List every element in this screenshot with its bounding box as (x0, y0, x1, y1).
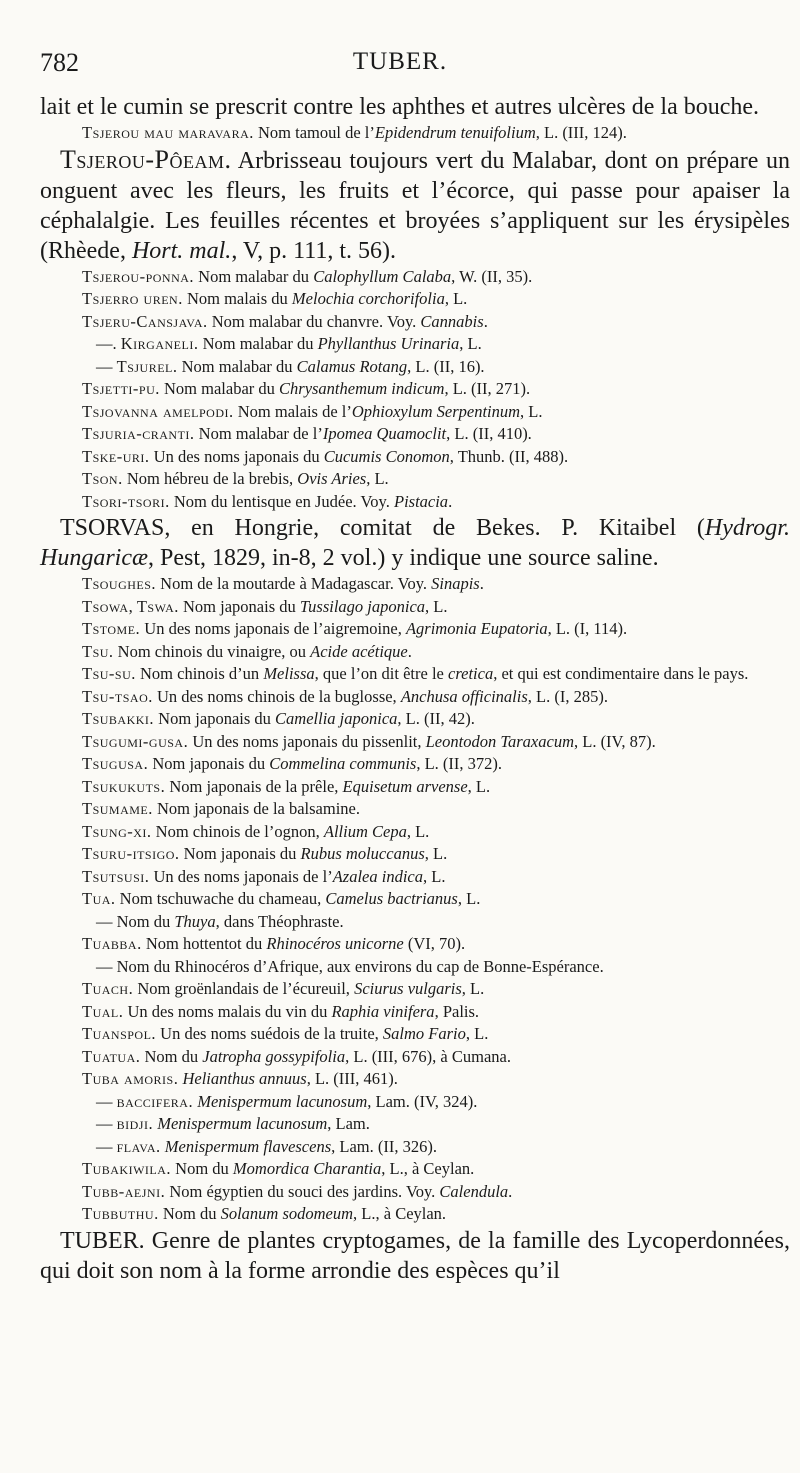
entry-text: , V, p. 111, t. 56). (231, 237, 396, 264)
entry-text: Nom malais du (182, 289, 292, 308)
page-number: 782 (40, 48, 79, 77)
entry-italic-text: Epidendrum tenuifolium (374, 123, 536, 142)
entry-text: , L. (425, 596, 448, 616)
entry-headword: Tuatua. (82, 1046, 141, 1066)
entry-text: TUBER. Genre de plantes cryptogames, de la famille des Lycoperdonnées, qui doit son nom à la forme arrondie des espèces qu’il (40, 1227, 790, 1284)
entry-text: , L. (IV, 87). (573, 731, 656, 751)
entry-italic-text: Rubus moluccanus (300, 844, 425, 863)
entry-headword: Tsori-tsori. (82, 491, 170, 511)
entry-text: Nom de la moutarde à Madagascar. Voy. (156, 574, 432, 593)
dictionary-entry (40, 663, 790, 686)
entry-headword: Tsjerou-ponna. (82, 266, 195, 286)
entry-italic-text: Jatropha gossypifolia (202, 1046, 346, 1066)
entry-headword: Tsowa (82, 596, 129, 616)
entry-italic-text: Sciurus vulgaris (354, 979, 462, 998)
entry-text: —. (96, 334, 121, 353)
entry-text: , L. (I, 285). (527, 686, 608, 706)
dictionary-entry (40, 288, 790, 311)
dictionary-entry (40, 641, 790, 664)
entry-italic-text: Thuya (174, 911, 216, 931)
entry-text: , L. (406, 821, 430, 841)
entry-text: Nom malabar du (177, 356, 297, 376)
entry-text: Un des noms malais du vin du (123, 1001, 332, 1021)
entry-headword: Tswa. (136, 596, 179, 616)
dictionary-entry (40, 468, 790, 491)
entry-headword: Tsu-tsao. (82, 686, 153, 706)
entry-text: , L., à Ceylan. (381, 1159, 475, 1178)
entry-text: , L. (459, 334, 482, 353)
entry-text: Nom japonais du (178, 596, 300, 616)
entry-text: , Lam. (IV, 324). (367, 1091, 478, 1111)
entry-text: Nom malabar du (198, 334, 318, 353)
entry-text: . (483, 311, 488, 331)
dictionary-entry (40, 888, 790, 911)
entry-text: — (96, 1114, 117, 1133)
entry-headword: Tsubakki. (82, 709, 155, 728)
entry-text: , L. (II, 372). (416, 754, 503, 773)
entry-text: , L. (444, 289, 468, 308)
entry-text: , (128, 596, 137, 616)
entry-italic-text: Ovis Aries (297, 469, 367, 488)
entry-headword: Tsjerro uren. (82, 289, 183, 308)
entry-text: , Pest, 1829, in-8, 2 vol.) y indique une source saline. (148, 545, 659, 571)
entry-headword: Tubb-aejni. (82, 1181, 166, 1201)
dictionary-entry (40, 92, 790, 122)
entry-italic-text: Equisetum arvense (342, 776, 468, 796)
dictionary-entry (40, 1203, 790, 1226)
entry-text: Nom malabar de l’ (194, 424, 323, 443)
entry-italic-text: Menispermum flavescens (164, 1136, 332, 1156)
entry-headword: Tsjetti-pu. (82, 379, 160, 398)
dictionary-entry (40, 686, 790, 709)
entry-italic-text: Camelus bactrianus (325, 889, 458, 908)
entry-headword: Tuba amoris. (82, 1069, 179, 1088)
entry-italic-text: Allium Cepa (323, 821, 407, 841)
dictionary-entry (40, 491, 790, 514)
entry-italic-text: Menispermum lacunosum (197, 1091, 368, 1111)
entry-text: , L. (467, 776, 491, 796)
entry-text: , L. (465, 1024, 489, 1043)
entry-text: , et qui est condimentaire dans le pays. (493, 664, 749, 683)
entry-text: , L. (II, 16). (407, 356, 485, 376)
entry-italic-text: Cucumis Conomon (323, 446, 450, 466)
entry-headword: flava. (116, 1136, 161, 1156)
entry-headword: Tubakiwila. (82, 1159, 172, 1178)
entry-headword: Tsoughes. (82, 574, 157, 593)
page-header (40, 48, 760, 88)
entry-text: Un des noms japonais de l’aigremoine, (140, 619, 406, 638)
entry-italic-text: Momordica Charantia (232, 1159, 382, 1178)
entry-text: Nom japonais du (154, 709, 276, 728)
entry-italic-text: Phyllanthus Urinaria (317, 334, 460, 353)
dictionary-entry (40, 731, 790, 754)
entry-text: , L. (424, 844, 448, 863)
entry-text: Nom hébreu de la brebis, (122, 469, 298, 488)
entry-italic-text: Commelina communis (269, 754, 417, 773)
entry-text: Un des noms japonais du (149, 446, 324, 466)
entry-text: TSORVAS, en Hongrie, comitat de Bekes. P. Kitaibel ( (60, 515, 705, 541)
entry-text: . (479, 574, 484, 593)
dictionary-entry (40, 333, 790, 356)
dictionary-entry (40, 843, 790, 866)
entry-headword: Tsukukuts. (82, 776, 166, 796)
dictionary-entry (40, 708, 790, 731)
entry-text: — (96, 1091, 117, 1111)
dictionary-entry (40, 266, 790, 289)
entry-text: Un des noms chinois de la buglosse, (152, 686, 401, 706)
entry-italic-text: Raphia vinifera (331, 1001, 435, 1021)
dictionary-entry (40, 513, 790, 573)
entry-headword: Tubbuthu. (82, 1204, 159, 1223)
entry-italic-text: Solanum sodomeum (220, 1204, 354, 1223)
entry-text: Un des noms japonais de l’ (149, 866, 333, 886)
entry-italic-text: Calamus Rotang (296, 356, 408, 376)
dictionary-entry (40, 1113, 790, 1136)
entry-headword: Tsjuria-cranti. (82, 424, 195, 443)
entry-text: Un des noms japonais du pissenlit, (188, 731, 426, 751)
entry-text: , W. (II, 35). (451, 266, 533, 286)
entry-italic-text: Tussilago japonica (299, 596, 426, 616)
entry-italic-text: Agrimonia Eupatoria (405, 619, 548, 638)
entry-text: , L. (II, 271). (444, 379, 531, 398)
entry-text: , L. (520, 401, 543, 421)
entry-headword: Tual. (82, 1001, 124, 1021)
dictionary-entry (40, 1023, 790, 1046)
dictionary-entry (40, 122, 790, 145)
entry-text: , que l’on dit être le (314, 664, 448, 683)
entry-text: Nom chinois d’un (135, 664, 264, 683)
entry-text: , L., à Ceylan. (353, 1204, 447, 1223)
dictionary-entry (40, 753, 790, 776)
entry-italic-text: Salmo Fario (382, 1024, 466, 1043)
entry-text: Nom chinois de l’ognon, (151, 821, 324, 841)
entry-text: , L. (461, 979, 485, 998)
entry-headword: Tsuru-itsigo. (82, 844, 180, 863)
entry-headword: Tsumame. (82, 799, 153, 818)
entry-text: Nom groënlandais de l’écureuil, (133, 979, 355, 998)
entry-text: Nom égyptien du souci des jardins. Voy. (165, 1181, 440, 1201)
entry-headword: Tsugumi-gusa. (82, 731, 189, 751)
entry-headword: Tsung-xi. (82, 821, 152, 841)
entry-headword: Tua. (82, 889, 116, 908)
dictionary-entry (40, 1181, 790, 1204)
entry-headword: baccifera. (116, 1091, 194, 1111)
entry-italic-text: Melissa (263, 664, 315, 683)
running-title: TUBER. (352, 48, 448, 75)
dictionary-entry (40, 956, 790, 979)
entry-text: Nom japonais du (148, 754, 270, 773)
entry-headword: Tsu-su. (82, 664, 136, 683)
entries-column (40, 92, 790, 1286)
entry-text: , L. (III, 676), à Cumana. (345, 1046, 511, 1066)
entry-text: , Thunb. (II, 488). (449, 446, 569, 466)
entry-italic-text: cretica (448, 664, 494, 683)
entry-text: Nom malais de l’ (233, 401, 352, 421)
dictionary-entry (40, 596, 790, 619)
dictionary-entry (40, 798, 790, 821)
dictionary-entry (40, 573, 790, 596)
entry-text: Nom du (140, 1046, 203, 1066)
dictionary-entry (40, 1046, 790, 1069)
entry-headword: Tstome. (82, 619, 141, 638)
dictionary-entry (40, 311, 790, 334)
entry-text: Nom du (158, 1204, 221, 1223)
entry-text: . (448, 491, 453, 511)
dictionary-entry (40, 776, 790, 799)
dictionary-entry (40, 933, 790, 956)
dictionary-entry (40, 423, 790, 446)
entry-headword: Tsjerou-Pôeam. (60, 144, 232, 174)
entry-italic-text: Anchusa officinalis (400, 686, 528, 706)
entry-italic-text: Ophioxylum Serpentinum (351, 401, 521, 421)
dictionary-entry (40, 1091, 790, 1114)
entry-italic-text: Camellia japonica (275, 709, 398, 728)
dictionary-entry (40, 378, 790, 401)
entry-text: — Nom du Rhinocéros d’Afrique, aux environs du cap de Bonne-Espérance. (96, 956, 604, 976)
entry-italic-text: Hort. mal. (131, 237, 232, 264)
entry-text: Un des noms suédois de la truite, (156, 1024, 383, 1043)
entry-italic-text: Chrysanthemum indicum (279, 379, 445, 398)
entry-italic-text: Melochia corchorifolia (291, 289, 445, 308)
entry-text: , L. (II, 410). (446, 424, 532, 443)
entry-text: Nom japonais de la prêle, (165, 776, 343, 796)
dictionary-entry (40, 145, 790, 266)
entry-text: , L. (II, 42). (397, 709, 475, 728)
dictionary-entry (40, 618, 790, 641)
entry-italic-text: Cannabis (420, 311, 484, 331)
entry-italic-text: Calendula (439, 1181, 509, 1201)
dictionary-entry (40, 356, 790, 379)
entry-text: (VI, 70). (403, 934, 466, 953)
entry-text: Nom du lentisque en Judée. Voy. (169, 491, 394, 511)
entry-text: , Lam. (II, 326). (331, 1136, 437, 1156)
entry-text: , L. (I, 114). (547, 619, 628, 638)
entry-text: . (508, 1181, 513, 1201)
entry-italic-text: Acide acétique (310, 641, 408, 661)
entry-text: Nom du (171, 1159, 233, 1178)
entry-headword: Tsjeru-Cansjava. (82, 311, 208, 331)
entry-italic-text: Rhinocéros unicorne (266, 934, 404, 953)
dictionary-entry (40, 446, 790, 469)
dictionary-entry (40, 401, 790, 424)
entry-text: , L. (457, 889, 481, 908)
entry-text: Nom japonais de la balsamine. (152, 799, 361, 818)
dictionary-entry (40, 1068, 790, 1091)
entry-italic-text: Calophyllum Calaba (313, 266, 452, 286)
entry-text: . (407, 641, 412, 661)
entry-text: — Nom du (96, 911, 175, 931)
entry-italic-text: Helianthus annuus (182, 1069, 307, 1088)
entry-text: , Lam. (327, 1114, 370, 1133)
entry-text: Nom hottentot du (141, 934, 267, 953)
entry-text: , L. (422, 866, 446, 886)
entry-italic-text: Leontodon Taraxacum (425, 731, 574, 751)
entry-headword: Tuabba. (82, 934, 142, 953)
entry-italic-text: Azalea indica (332, 866, 423, 886)
entry-headword: Tson. (82, 469, 123, 488)
dictionary-entry (40, 1158, 790, 1181)
entry-italic-text: Sinapis (431, 574, 480, 593)
dictionary-entry (40, 911, 790, 934)
dictionary-entry (40, 1001, 790, 1024)
entry-italic-text: Menispermum lacunosum (157, 1114, 328, 1133)
entry-headword: Tske-uri. (82, 446, 150, 466)
entry-text: , L. (III, 461). (306, 1069, 398, 1088)
dictionary-entry (40, 978, 790, 1001)
entry-text: Nom malabar du chanvre. Voy. (207, 311, 421, 331)
entry-italic-text: Hydrogr. Hungaricæ (40, 515, 790, 571)
entry-text: , dans Théophraste. (215, 911, 344, 931)
entry-text: Nom japonais du (179, 844, 301, 863)
entry-headword: Tuanspol. (82, 1024, 157, 1043)
entry-text: — (96, 356, 117, 376)
entry-text: Nom malabar du (159, 379, 280, 398)
entry-text: Nom tamoul de l’ (253, 123, 375, 142)
entry-text: Arbrisseau toujours vert du Malabar, dont on prépare un onguent avec les fleurs, les fruits et l’écorce, qui passe pour apaiser la céphalalgie. Les feuilles récentes et broyées s’appliquent sur les érysipèles (Rhèede, (40, 147, 790, 264)
entry-text: lait et le cumin se prescrit contre les aphthes et autres ulcères de la bouche. (40, 94, 760, 120)
entry-text: , L. (III, 124). (535, 123, 627, 142)
entry-italic-text: Ipomea Quamoclit (322, 424, 447, 443)
entry-headword: Tsjerou mau maravara. (82, 123, 254, 142)
entry-headword: Tsjurel. (116, 356, 178, 376)
entry-headword: Tsu. (82, 641, 114, 661)
entry-headword: Tsjovanna amelpodi. (82, 401, 234, 421)
entry-italic-text: Pistacia (393, 491, 449, 511)
dictionary-entry (40, 1226, 790, 1286)
entry-text: Nom tschuwache du chameau, (115, 889, 326, 908)
entry-text: Nom malabar du (194, 266, 314, 286)
dictionary-entry (40, 821, 790, 844)
entry-headword: Tsugusa. (82, 754, 149, 773)
entry-text: Nom chinois du vinaigre, ou (113, 641, 311, 661)
entry-headword: bidji. (116, 1114, 154, 1133)
entry-headword: Tuach. (82, 979, 134, 998)
entry-text: , Palis. (434, 1001, 480, 1021)
entry-text: — (96, 1136, 117, 1156)
entry-text: , L. (366, 469, 389, 488)
dictionary-entry (40, 866, 790, 889)
entry-headword: Tsutsusi. (82, 866, 150, 886)
entry-headword: Kirganeli. (120, 334, 199, 353)
dictionary-entry (40, 1136, 790, 1159)
